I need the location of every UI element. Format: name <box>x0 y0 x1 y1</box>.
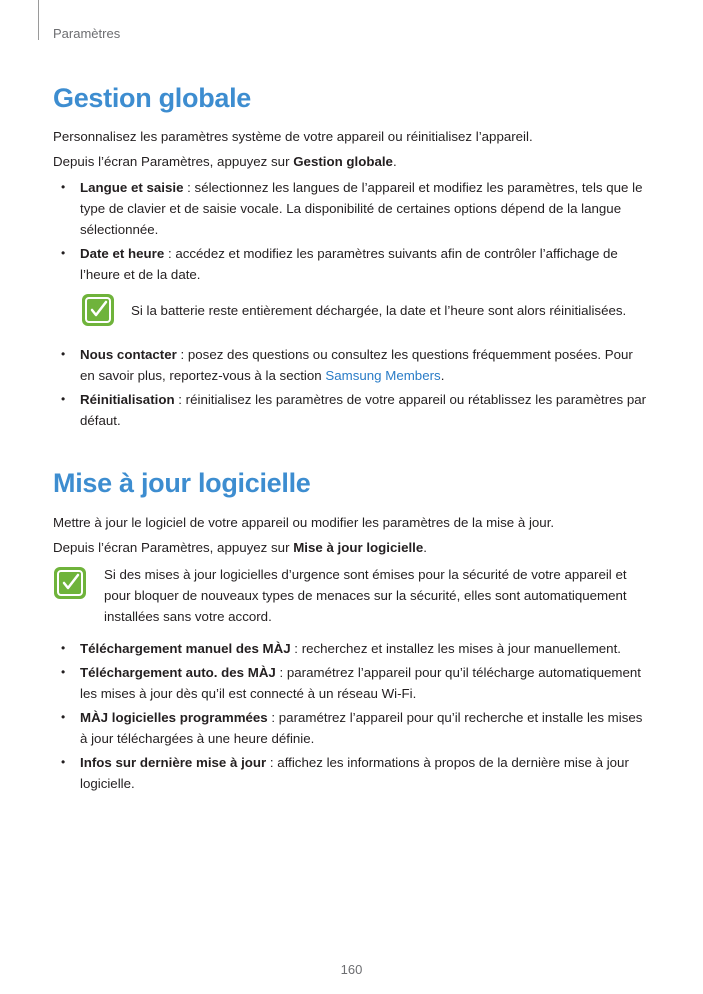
list-item-infos-derniere-maj: • Infos sur dernière mise à jour : affichez les informations à propos de la dernière mise à jour logicielle. <box>53 752 648 794</box>
section2-intro: Mettre à jour le logiciel de votre appareil ou modifier les paramètres de la mise à jour. <box>53 515 555 530</box>
list-item-telechargement-manuel: • Téléchargement manuel des MÀJ : recherchez et installez les mises à jour manuellement. <box>53 638 648 659</box>
list-item-nous-contacter: • Nous contacter : posez des questions ou consultez les questions fréquemment posées. Pour en savoir plus, reportez-vous à la section Samsung Members. <box>53 344 648 386</box>
header-rule <box>38 0 39 40</box>
note-icon <box>53 566 87 600</box>
bullet-icon: • <box>61 246 66 260</box>
section1-path: Depuis l’écran Paramètres, appuyez sur Gestion globale. <box>53 154 397 169</box>
list-item-reinitialisation: • Réinitialisation : réinitialisez les paramètres de votre appareil ou rétablissez les paramètres par défaut. <box>53 389 648 431</box>
page-number: 160 <box>340 962 363 977</box>
list-item-langue-saisie: • Langue et saisie : sélectionnez les langues de l’appareil et modifiez les paramètres, tels que le type de clavier et de saisie vocale. La disponibilité de certaines options dépend de la langue sélectionnée. <box>53 177 648 240</box>
note-security-updates <box>53 566 649 627</box>
bullet-icon: • <box>61 347 66 361</box>
bullet-icon: • <box>61 392 66 406</box>
list-item-telechargement-auto: • Téléchargement auto. des MÀJ : paramétrez l’appareil pour qu’il télécharge automatiquement les mises à jour dès qu’il est connecté à un réseau Wi-Fi. <box>53 662 648 704</box>
bullet-icon: • <box>61 755 66 769</box>
note-battery <box>81 293 651 327</box>
section1-list-a <box>53 177 648 288</box>
bullet-icon: • <box>61 665 66 679</box>
note-icon <box>81 293 115 327</box>
section2-list <box>53 638 648 797</box>
note-text: Si la batterie reste entièrement déchargée, la date et l’heure sont alors réinitialisées. <box>131 303 627 318</box>
page-header: Paramètres <box>53 26 121 41</box>
bullet-icon: • <box>61 710 66 724</box>
bullet-icon: • <box>61 180 66 194</box>
section-title-gestion-globale: Gestion globale <box>53 83 252 113</box>
section2-path: Depuis l’écran Paramètres, appuyez sur Mise à jour logicielle. <box>53 540 427 555</box>
section1-list-b <box>53 344 648 434</box>
note-text: Si des mises à jour logicielles d’urgence sont émises pour la sécurité de votre appareil et pour bloquer de nouveaux types de menaces sur la sécurité, elles sont automatiquement installées sans votre accord. <box>104 567 627 624</box>
list-item-maj-programmees: • MÀJ logicielles programmées : paramétrez l’appareil pour qu’il recherche et installe les mises à jour téléchargées à une heure définie. <box>53 707 648 749</box>
list-item-date-heure: • Date et heure : accédez et modifiez les paramètres suivants afin de contrôler l’affichage de l’heure et de la date. <box>53 243 648 285</box>
samsung-members-link[interactable]: Samsung Members <box>325 368 441 383</box>
section1-intro: Personnalisez les paramètres système de votre appareil ou réinitialisez l’appareil. <box>53 129 533 144</box>
section-title-mise-a-jour: Mise à jour logicielle <box>53 468 311 498</box>
bullet-icon: • <box>61 641 66 655</box>
